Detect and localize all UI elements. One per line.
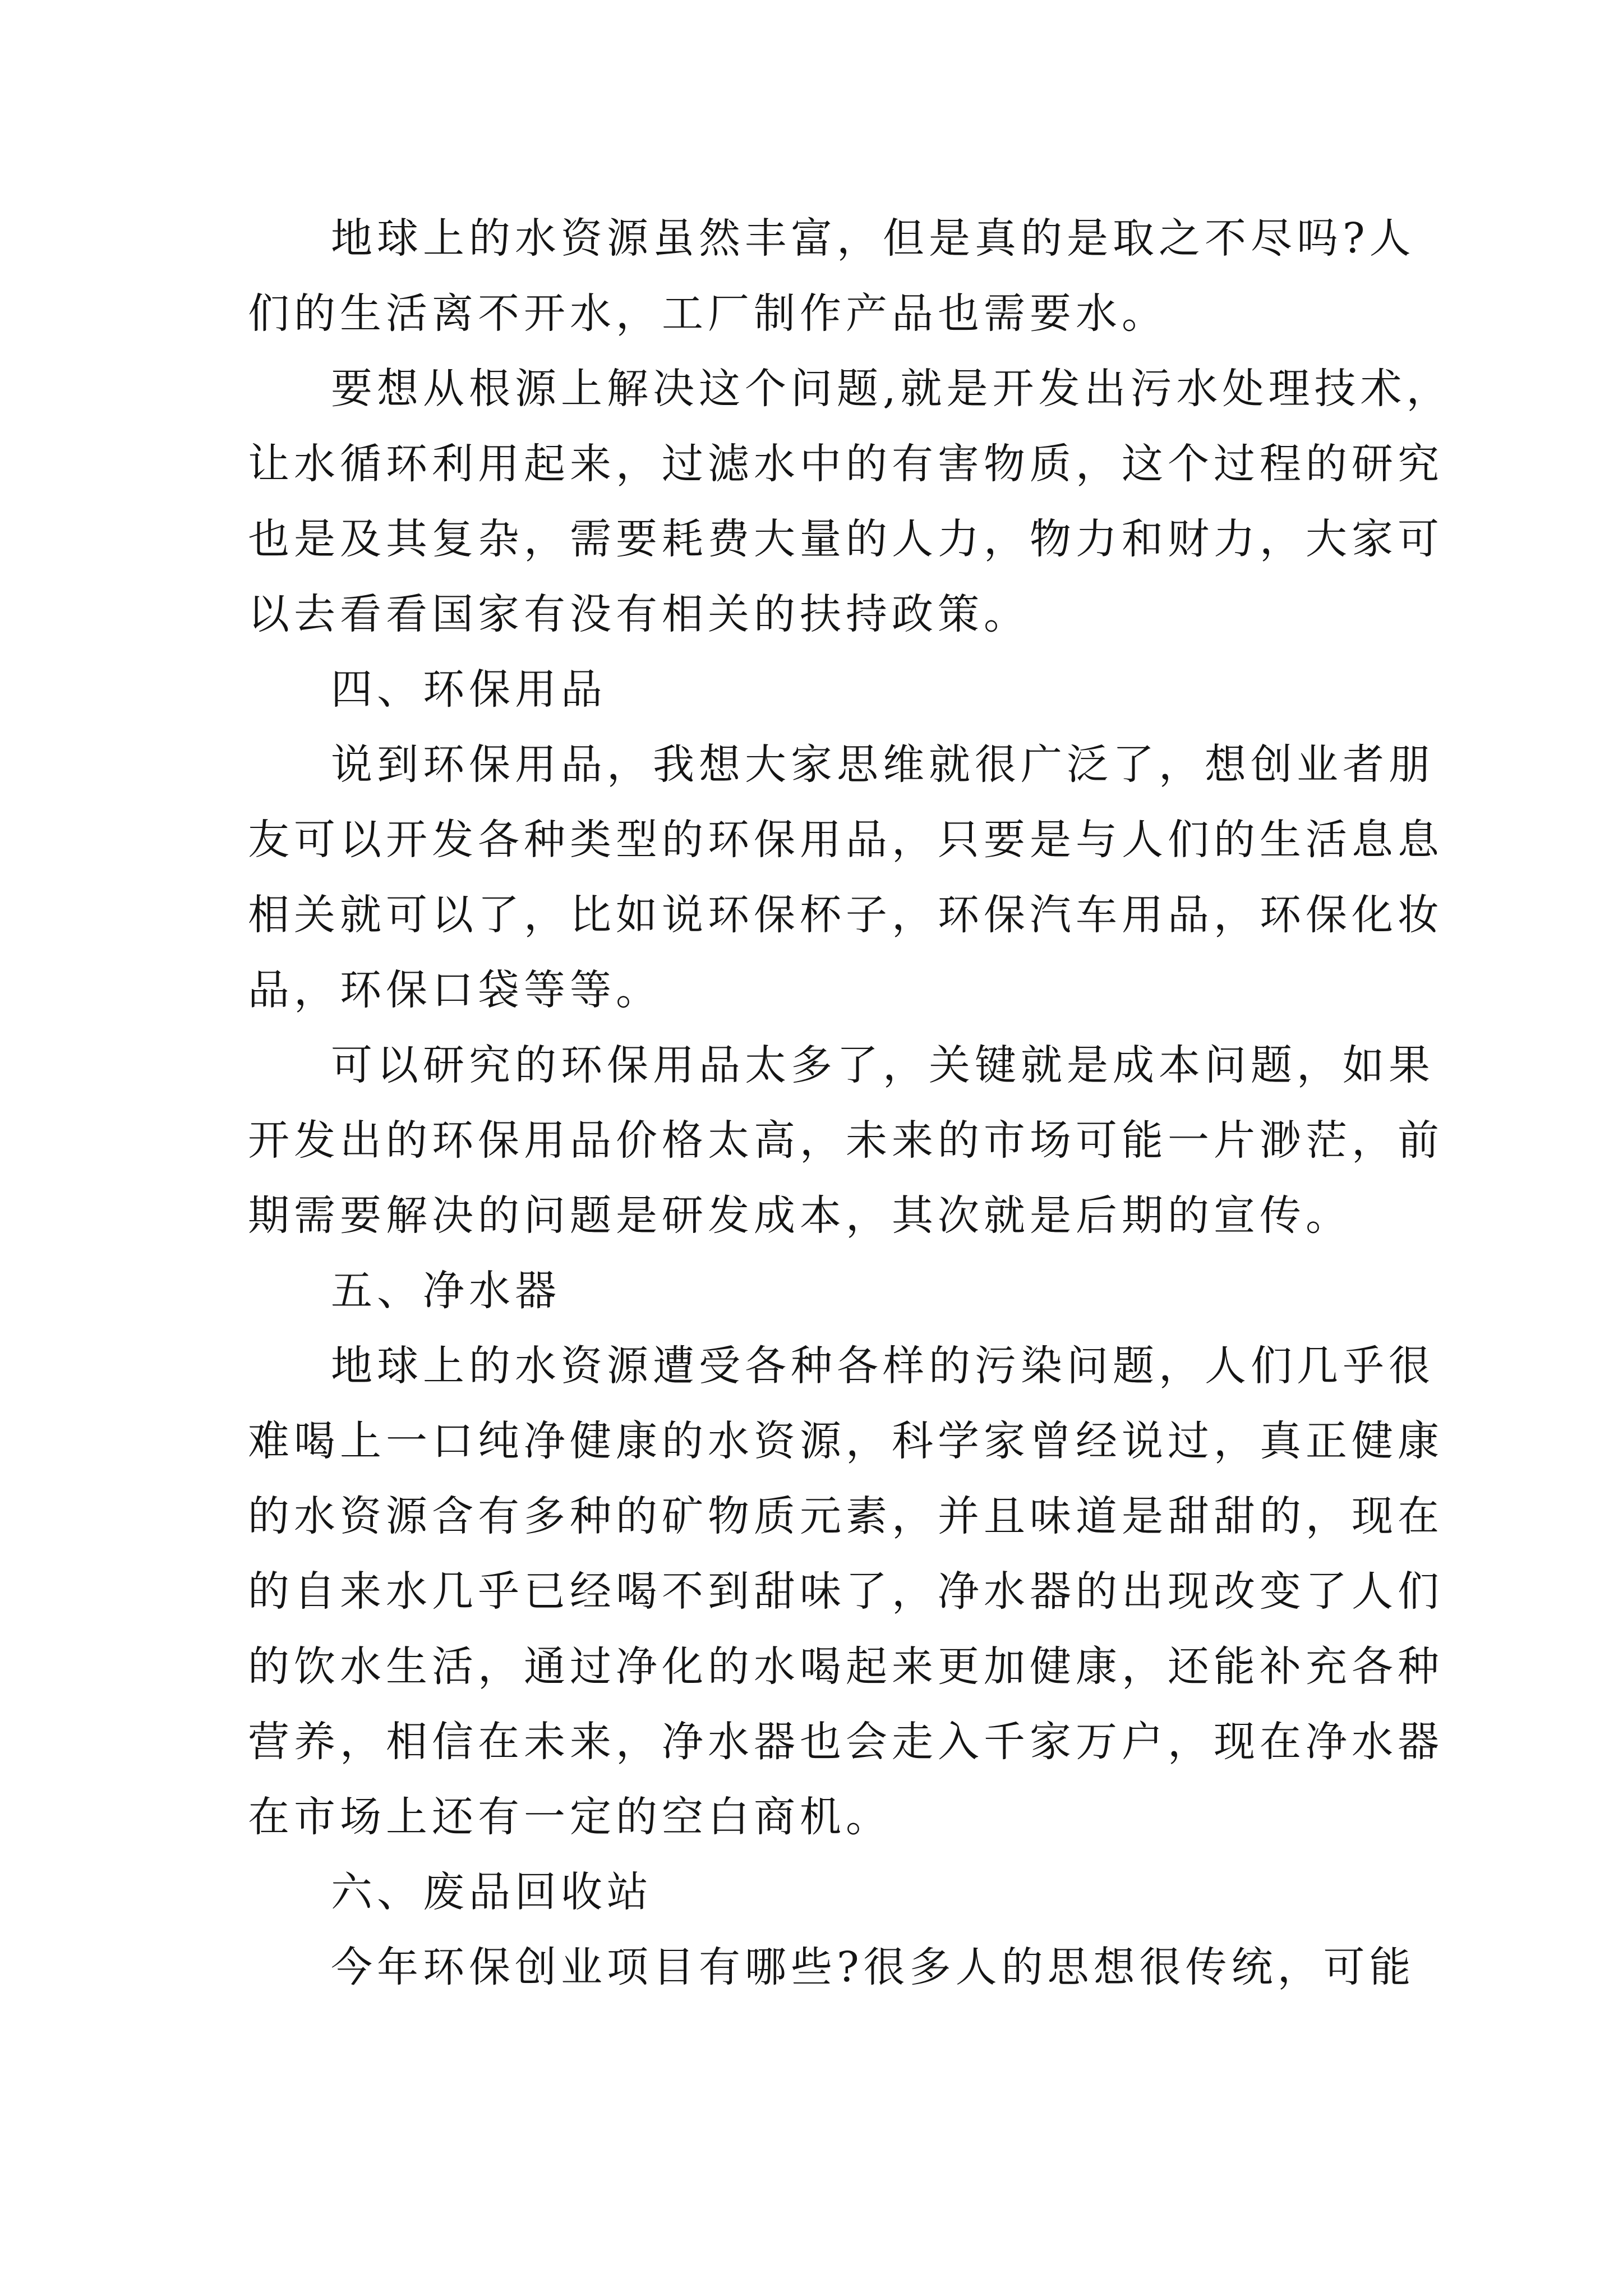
text-line: 的自来水几乎已经喝不到甜味了，净水器的出现改变了人们 [248,1567,1444,1616]
text-line: 地球上的水资源遭受各种各样的污染问题，人们几乎很 [331,1342,1435,1390]
text-line: 说到环保用品，我想大家思维就很广泛了，想创业者朋 [331,740,1435,789]
text-line: 在市场上还有一定的空白商机。 [248,1793,892,1841]
text-line: 要想从根源上解决这个问题,就是开发出污水处理技术， [331,365,1453,413]
text-line: 营养，相信在未来，净水器也会走入千家万户，现在净水器 [248,1718,1444,1766]
text-line: 让水循环利用起来，过滤水中的有害物质，这个过程的研究 [248,440,1444,488]
text-line: 也是及其复杂，需要耗费大量的人力，物力和财力，大家可 [248,515,1444,563]
text-line: 四、环保用品 [331,665,607,714]
text-line: 地球上的水资源虽然丰富，但是真的是取之不尽吗?人 [331,214,1415,263]
text-line: 六、废品回收站 [331,1868,653,1916]
text-line: 五、净水器 [331,1267,561,1315]
text-line: 今年环保创业项目有哪些?很多人的思想很传统，可能 [331,1943,1415,1991]
text-line: 的饮水生活，通过净化的水喝起来更加健康，还能补充各种 [248,1642,1444,1691]
text-line: 期需要解决的问题是研发成本，其次就是后期的宣传。 [248,1191,1352,1240]
text-line: 开发出的环保用品价格太高，未来的市场可能一片渺茫，前 [248,1116,1444,1165]
text-line: 友可以开发各种类型的环保用品，只要是与人们的生活息息 [248,816,1444,864]
text-line: 可以研究的环保用品太多了，关键就是成本问题，如果 [331,1041,1435,1089]
text-line: 以去看看国家有没有相关的扶持政策。 [248,590,1030,638]
text-line: 的水资源含有多种的矿物质元素，并且味道是甜甜的，现在 [248,1492,1444,1540]
text-line: 们的生活离不开水，工厂制作产品也需要水。 [248,289,1168,338]
text-line: 难喝上一口纯净健康的水资源，科学家曾经说过，真正健康 [248,1417,1444,1465]
text-line: 品，环保口袋等等。 [248,966,662,1014]
document-body [248,201,1453,2005]
text-line: 相关就可以了，比如说环保杯子，环保汽车用品，环保化妆 [248,891,1444,939]
